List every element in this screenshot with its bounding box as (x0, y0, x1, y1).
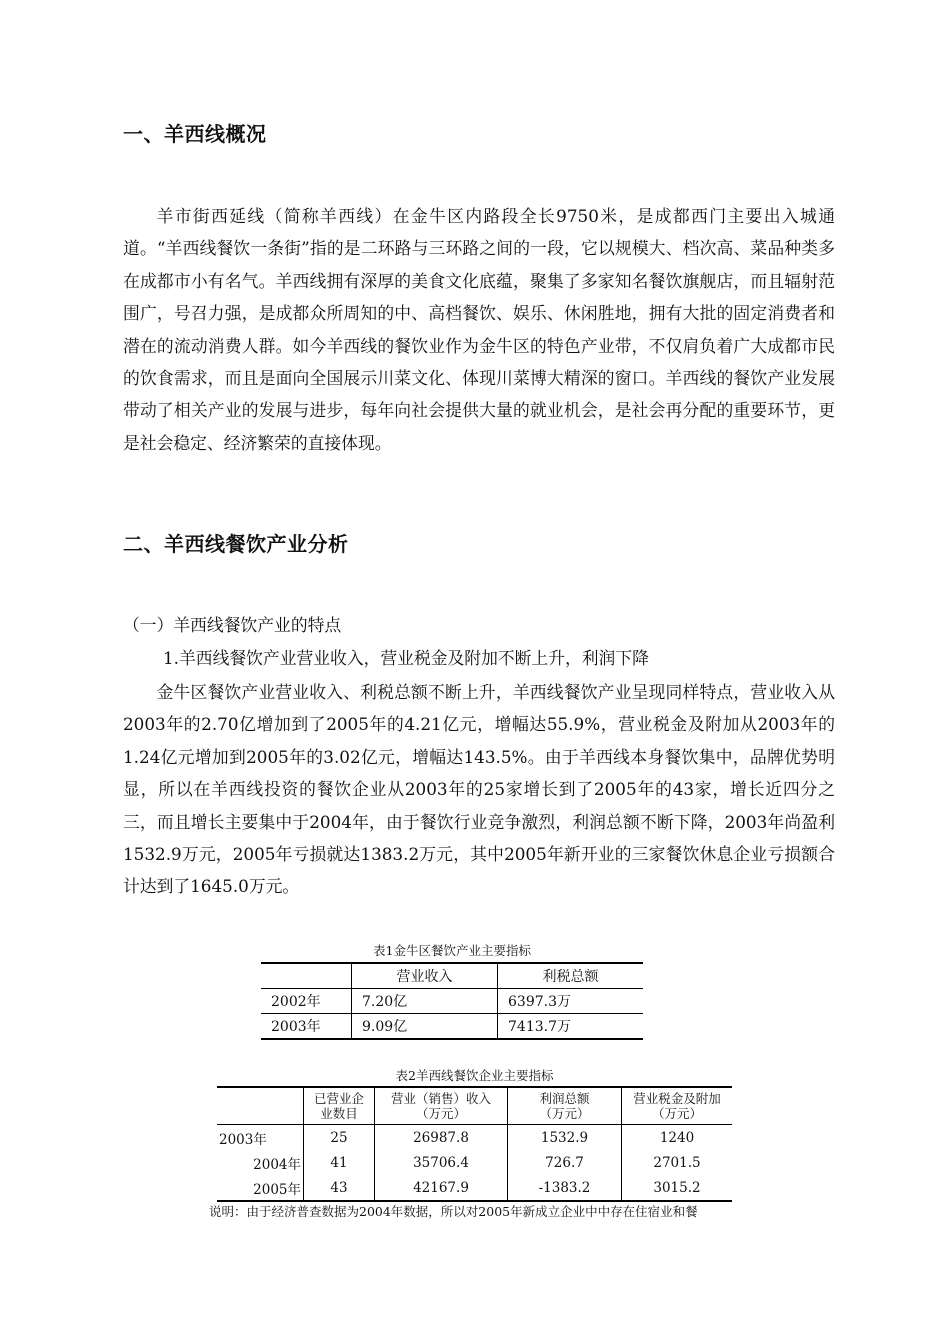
section-1-title: 一、羊西线概况 (123, 122, 267, 146)
table-cell: 7413.7万 (498, 1014, 644, 1040)
table-row (217, 1175, 732, 1201)
table-cell: 41 (304, 1150, 375, 1175)
table-1-header-cell: 营业收入 (352, 963, 498, 989)
section-2-paragraph: 金牛区餐饮产业营业收入、利税总额不断上升，羊西线餐饮产业呈现同样特点，营业收入从2003年的2.70亿增加到了2005年的4.21亿元，增幅达55.9%，营业税金及附加从2003年的1.24亿元增加到2005年的3.02亿元，增幅达143.5%。由于羊西线本身餐饮集中，品牌优势明显，所以在羊西线投资的餐饮企业从2003年的25家增长到了2005年的43家，增长近四分之三，而且增长主要集中于2004年，由于餐饮行业竞争激烈，利润总额不断下降，2003年尚盈利1532.9万元，2005年亏损就达1383.2万元，其中2005年新开业的三家餐饮休息企业亏损额合计达到了1645.0万元。 (123, 682, 835, 897)
table-2-header-cell: 营业税金及附加 （万元） (622, 1087, 733, 1125)
section-1-paragraph: 羊市街西延线（简称羊西线）在金牛区内路段全长9750米，是成都西门主要出入城通道。“羊西线餐饮一条街”指的是二环路与三环路之间的一段，它以规模大、档次高、菜品种类多在成都市小有名气。羊西线拥有深厚的美食文化底蕴，聚集了多家知名餐饮旗舰店，而且辐射范围广，号召力强，是成都众所周知的中、高档餐饮、娱乐、休闲胜地，拥有大批的固定消费者和潜在的流动消费人群。如今羊西线的餐饮业作为金牛区的特色产业带，不仅肩负着广大成都市民的饮食需求，而且是面向全国展示川菜文化、体现川菜博大精深的窗口。羊西线的餐饮产业发展带动了相关产业的发展与进步，每年向社会提供大量的就业机会，是社会再分配的重要环节，更是社会稳定、经济繁荣的直接体现。 (123, 206, 835, 453)
table-cell: 6397.3万 (498, 989, 644, 1014)
table-row (261, 1014, 643, 1040)
table-2-header-cell (217, 1087, 304, 1125)
table-cell: 9.09亿 (352, 1014, 498, 1040)
table-2-header-cell: 营业（销售）收入 （万元） (375, 1087, 508, 1125)
table-cell: 726.7 (508, 1150, 622, 1175)
table-2-header-cell: 利润总额 （万元） (508, 1087, 622, 1125)
table-cell: 2003年 (217, 1125, 304, 1151)
table-cell: 7.20亿 (352, 989, 498, 1014)
table-1-header-row (261, 963, 643, 989)
table-cell: 2003年 (261, 1014, 352, 1040)
subsection-title: （一）羊西线餐饮产业的特点 (123, 615, 342, 635)
table-2-caption: 表2羊西线餐饮企业主要指标 (395, 1068, 554, 1083)
point-heading: 1.羊西线餐饮产业营业收入，营业税金及附加不断上升，利润下降 (163, 648, 649, 668)
table-row (217, 1150, 732, 1175)
table-cell: 1532.9 (508, 1125, 622, 1151)
table-cell: 2002年 (261, 989, 352, 1014)
table-row (261, 989, 643, 1014)
table-2 (217, 1086, 732, 1202)
table-cell: -1383.2 (508, 1175, 622, 1201)
table-cell: 3015.2 (622, 1175, 733, 1201)
table-1-caption: 表1金牛区餐饮产业主要指标 (373, 943, 531, 958)
table-1-header-cell: 利税总额 (498, 963, 644, 989)
table-row (217, 1125, 732, 1151)
table-2-header-row (217, 1087, 732, 1125)
table-cell: 2005年 (253, 1181, 301, 1198)
table-cell: 26987.8 (375, 1125, 508, 1151)
table-cell: 43 (304, 1175, 375, 1201)
section-2-title: 二、羊西线餐饮产业分析 (123, 532, 349, 556)
table-cell: 35706.4 (375, 1150, 508, 1175)
table-cell: 1240 (622, 1125, 733, 1151)
table-2-note: 说明：由于经济普查数据为2004年数据，所以对2005年新成立企业中中存在住宿业和餐 (209, 1204, 698, 1219)
table-1-header-cell (261, 963, 352, 989)
table-2-header-cell: 已营业企 业数目 (304, 1087, 375, 1125)
table-cell: 25 (304, 1125, 375, 1151)
table-cell: 2701.5 (622, 1150, 733, 1175)
table-cell: 42167.9 (375, 1175, 508, 1201)
table-1 (261, 962, 643, 1040)
table-cell: 2004年 (253, 1156, 301, 1173)
